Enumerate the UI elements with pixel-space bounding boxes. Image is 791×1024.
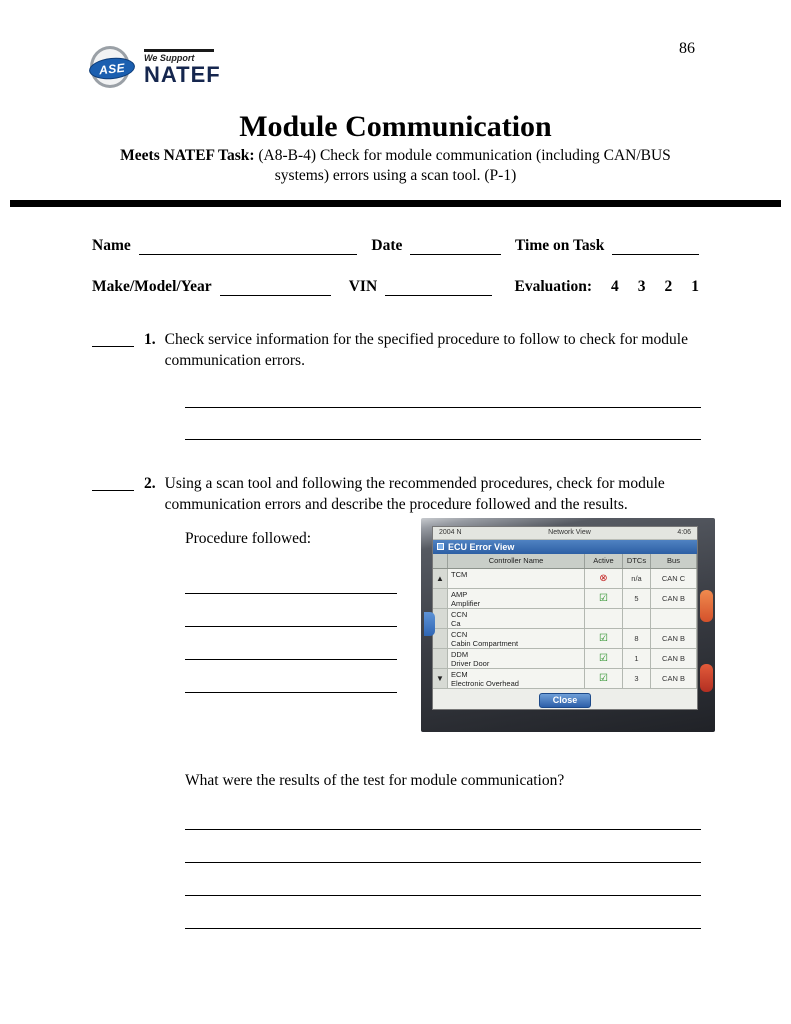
task-2-text: Using a scan tool and following the recommended procedures, check for module communication errors and describe the procedure followed and the results. [164,475,665,514]
controller-name: Ca [451,618,461,628]
procedure-line [185,627,397,660]
time-on-task-label: Time on Task [515,237,605,255]
results-question: What were the results of the test for module communication? [185,771,565,789]
answer-line [185,372,701,408]
procedure-line [185,594,397,627]
make-model-year-blank [220,281,331,296]
controller-abbr: CCN [451,609,468,619]
meets-task-text: (A8-B-4) Check for module communication (including CAN/BUS systems) errors using a scan tool. (P-1) [258,147,671,185]
controller-abbr: DDM [451,649,469,659]
controller-abbr: TCM [451,569,468,579]
form-row-2 [92,278,699,296]
answer-line [185,830,701,863]
table-row [433,649,697,669]
bus-type [651,609,697,628]
answer-line [185,790,701,830]
natef-logo-text [144,49,221,87]
status-bar-left: 2004 N [439,529,462,537]
evaluation-score-2: 2 [664,278,673,296]
task-1-text: Check service information for the specified procedure to follow to check for module communication errors. [164,331,688,370]
controller-name: Cabin Compartment [451,638,519,648]
bus-type: CAN B [651,669,697,688]
vin-label: VIN [348,278,378,296]
close-button: Close [539,693,591,708]
page-number: 86 [679,40,695,57]
column-controller-name: Controller Name [448,554,585,568]
dtc-count: 5 [623,589,651,608]
active-status-icon: ☑ [585,629,623,648]
procedure-label: Procedure followed: [185,529,312,547]
natef-task-statement [101,146,691,186]
dtc-count: 1 [623,649,651,668]
scan-tool-photo [421,518,715,732]
controller-name: Electronic Overhead [451,678,519,688]
active-status-icon: ☑ [585,589,623,608]
ase-logo-icon [88,44,138,92]
bus-type: CAN B [651,629,697,648]
scan-tool-status-bar [433,527,697,540]
meets-task-label: Meets NATEF Task: [120,147,255,164]
date-blank [410,240,501,255]
natef-logo [88,44,221,92]
active-status-icon: ☑ [585,669,623,688]
name-label: Name [92,237,131,255]
controller-abbr: ECM [451,669,468,679]
dtc-count: 8 [623,629,651,648]
evaluation-score-4: 4 [611,278,619,296]
date-label: Date [371,237,403,255]
answer-line [185,408,701,440]
task-1-number: 1. [144,331,156,349]
device-left-tab [424,612,435,636]
dialog-title-text: ECU Error View [448,541,515,552]
dtc-count: n/a [623,569,651,588]
task-item-1 [92,330,696,372]
bus-type: CAN C [651,569,697,588]
status-bar-right: 4:06 [677,529,691,537]
natef-label: NATEF [144,61,221,87]
device-side-button-lower [700,664,713,692]
active-status-icon [585,609,623,628]
scroll-column-header [433,554,448,568]
task-2-number: 2. [144,475,156,493]
dtc-count: 3 [623,669,651,688]
table-row [433,669,697,689]
bus-type: CAN B [651,589,697,608]
ecu-table-header [433,554,697,569]
vehicle-info-form [92,237,699,296]
name-blank [139,240,358,255]
procedure-line [185,660,397,693]
scan-tool-screen [432,526,698,710]
status-bar-center: Network View [548,529,591,537]
controller-abbr: CCN [451,629,468,639]
table-row [433,629,697,649]
column-bus: Bus [651,554,697,568]
evaluation-score-1: 1 [691,278,699,296]
task-1-grade-blank [92,330,134,347]
dtc-count [623,609,651,628]
column-active: Active [585,554,623,568]
ase-text: ASE [98,60,126,77]
answer-line [185,896,701,929]
scroll-up-icon: ▲ [433,569,448,588]
procedure-area [185,530,791,732]
ecu-table [433,554,697,689]
evaluation-label: Evaluation: [514,278,592,296]
procedure-line [185,548,397,594]
task-item-2 [92,474,696,516]
evaluation-score-3: 3 [637,278,646,296]
controller-name: Amplifier [451,598,481,608]
column-dtcs: DTCs [623,554,651,568]
scroll-down-icon: ▼ [433,669,448,688]
vin-blank [385,281,492,296]
controller-name: Driver Door [451,658,490,668]
make-model-year-label: Make/Model/Year [92,278,212,296]
answer-line [185,863,701,896]
active-status-icon: ☑ [585,649,623,668]
table-row [433,589,697,609]
procedure-left-column [185,530,415,732]
time-on-task-blank [612,240,699,255]
table-row [433,569,697,589]
table-row [433,609,697,629]
ecu-error-view-titlebar [433,540,697,554]
form-row-1 [92,237,699,255]
dialog-icon [437,543,444,550]
task-2-grade-blank [92,474,134,491]
bus-type: CAN B [651,649,697,668]
page-title: Module Communication [239,110,552,143]
divider-rule [10,200,781,207]
device-side-button-upper [700,590,713,622]
controller-abbr: AMP [451,589,468,599]
active-status-icon: ⊗ [585,569,623,588]
we-support-label: We Support [144,49,214,63]
